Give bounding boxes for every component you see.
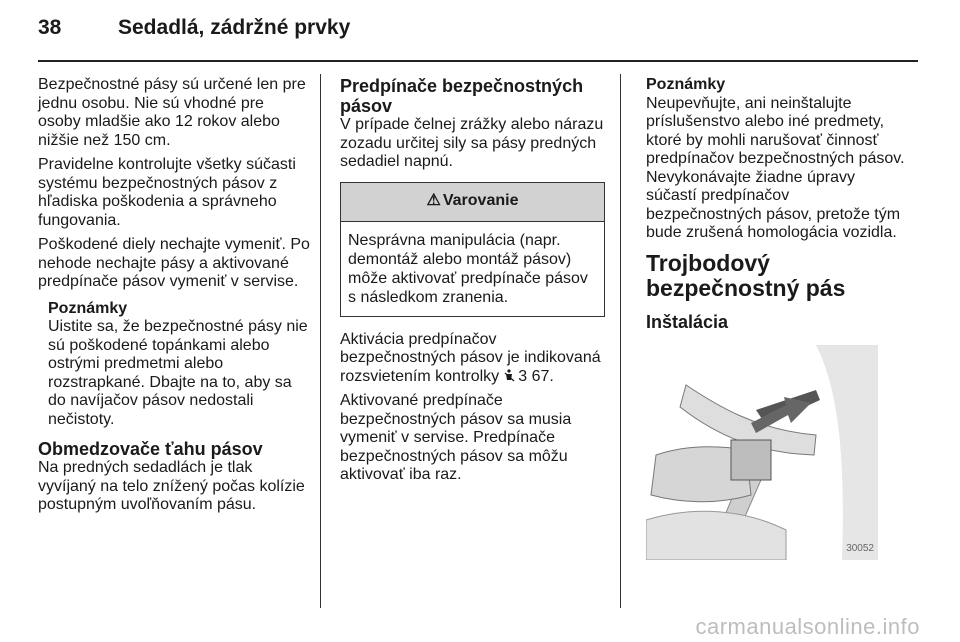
note-box: [646, 76, 908, 243]
note-text: Neupevňujte, ani neinštalujte príslušenstvo alebo iné predmety, ktoré by mohli narušovať činnosť predpínačov bezpečnostných pásov. Nevykonávajte žiadne úpravy súčastí predpínačov bezpečnostných pásov, pretože tým bude zrušená homologácia vozidla.: [646, 94, 905, 241]
column-1: [38, 76, 310, 521]
seatbelt-installation-illustration: [646, 345, 878, 560]
paragraph: Na predných sedadlách je tlak vyvíjaný na telo znížený počas kolízie postupným uvoľňovaním pásu.: [38, 459, 305, 513]
watermark: carmanualsonline.info: [695, 614, 920, 639]
column-divider-1: [320, 74, 321, 608]
subsection-heading: Inštalácia: [646, 311, 729, 332]
chapter-heading: Trojbodový bezpečnostný pás: [646, 249, 846, 301]
paragraph: Pravidelne kontrolujte všetky súčasti systému bezpečnostných pásov z hľadiska poškodenia a správneho fungovania.: [38, 156, 296, 229]
page-number: 38: [38, 16, 62, 39]
warning-icon: ⚠: [426, 192, 441, 210]
illustration-number: 30052: [846, 542, 874, 554]
note-box: [48, 300, 310, 430]
paragraph: [340, 331, 605, 387]
page-header: [38, 16, 350, 48]
paragraph: V prípade čelnej zrážky alebo nárazu zozadu určitej sily sa pásy predných sedadiel napnú.: [340, 116, 604, 170]
paragraph-text: Aktivácia predpínačov bezpečnostných pásov je indikovaná rozsvietením kontrolky: [340, 330, 601, 385]
warning-header: [341, 183, 604, 222]
page-title: Sedadlá, zádržné prvky: [118, 16, 351, 39]
warning-text: Nesprávna manipulácia (napr. demontáž alebo montáž pásov) môže aktivovať predpínače pásov s následkom zranenia.: [348, 231, 588, 306]
paragraph: Aktivované predpínače bezpečnostných pásov sa musia vymeniť v servise. Predpínače bezpečnostných pásov sa môžu aktivovať iba raz.: [340, 392, 572, 483]
column-divider-2: [620, 74, 621, 608]
seatbelt-pretensioner-indicator-icon: [504, 369, 519, 384]
warning-box: [340, 182, 605, 317]
note-text: Uistite sa, že bezpečnostné pásy nie sú poškodené topánkami alebo ostrými predmetmi alebo rozstrapkané. Dbajte na to, aby sa do navíjačov pásov nedostali nečistoty.: [48, 318, 308, 428]
paragraph: Bezpečnostné pásy sú určené len pre jednu osobu. Nie sú vhodné pre osoby mladšie ako 12 rokov alebo nižšie než 150 cm.: [38, 76, 306, 149]
warning-title: Varovanie: [442, 192, 519, 210]
section-heading: Obmedzovače ťahu pásov: [38, 439, 263, 459]
paragraph: Poškodené diely nechajte vymeniť. Po nehode nechajte pásy a aktivované predpínače pásov vymeniť v servise.: [38, 236, 310, 290]
section-heading: Predpínače bezpečnostných pásov: [340, 76, 584, 116]
column-2: [340, 76, 605, 491]
note-title: Poznámky: [646, 76, 726, 93]
page-reference: 3 67.: [518, 367, 554, 385]
note-title: Poznámky: [48, 299, 128, 317]
column-3: [646, 76, 908, 560]
header-rule: [38, 60, 918, 62]
